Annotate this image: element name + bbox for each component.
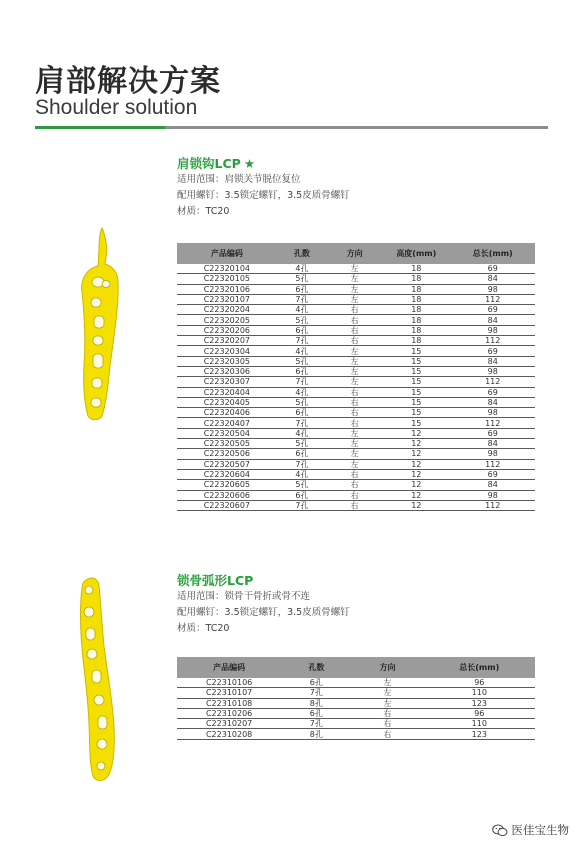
table-cell: C22320604 [177, 469, 277, 479]
table-row [177, 377, 535, 387]
table-cell: 123 [424, 729, 535, 739]
table-cell: C22310207 [177, 719, 281, 729]
table-cell: C22320105 [177, 274, 277, 284]
table-cell: 7孔 [277, 377, 327, 387]
table-cell: 110 [424, 719, 535, 729]
table-row [177, 336, 535, 346]
table-cell: 110 [424, 688, 535, 698]
table-cell: 8孔 [281, 698, 351, 708]
table-cell: 4孔 [277, 469, 327, 479]
table-cell: C22320206 [177, 325, 277, 335]
table-cell: 69 [450, 346, 535, 356]
table-cell: 左 [351, 698, 423, 708]
footer-brand [492, 822, 570, 838]
table-row [177, 698, 535, 708]
table-cell: 12 [382, 500, 450, 510]
table-cell: 左 [327, 439, 382, 449]
table-cell: 15 [382, 346, 450, 356]
table-cell: 69 [450, 469, 535, 479]
col-header: 方向 [327, 243, 382, 264]
table-cell: C22320606 [177, 490, 277, 500]
table-cell: 5孔 [277, 397, 327, 407]
table-cell: C22320207 [177, 336, 277, 346]
table-cell: C22310107 [177, 688, 281, 698]
table-cell: 右 [351, 729, 423, 739]
table-cell: 69 [450, 428, 535, 438]
table-cell: 右 [351, 719, 423, 729]
table-cell: 左 [327, 449, 382, 459]
table-cell: 6孔 [277, 449, 327, 459]
table-cell: C22320305 [177, 356, 277, 366]
table-cell: 123 [424, 698, 535, 708]
spec-table-hook-lcp [177, 243, 535, 511]
table-cell: 5孔 [277, 356, 327, 366]
product-screws: 配用螺钉：3.5锁定螺钉，3.5皮质骨螺钉 [177, 607, 350, 618]
table-row [177, 274, 535, 284]
table-row [177, 397, 535, 407]
table-cell: 右 [327, 315, 382, 325]
table-cell: C22320407 [177, 418, 277, 428]
table-cell: 右 [327, 387, 382, 397]
table-cell: 18 [382, 325, 450, 335]
table-cell: 6孔 [277, 284, 327, 294]
table-cell: 18 [382, 305, 450, 315]
table-cell: 8孔 [281, 729, 351, 739]
table-row [177, 719, 535, 729]
table-cell: 18 [382, 284, 450, 294]
table-row [177, 480, 535, 490]
table-cell: 12 [382, 490, 450, 500]
table-body [177, 678, 535, 739]
table-row [177, 500, 535, 510]
table-cell: 12 [382, 459, 450, 469]
table-cell: 左 [327, 284, 382, 294]
page-subtitle: Shoulder solution [35, 96, 198, 119]
table-cell: 98 [450, 366, 535, 376]
table-row [177, 346, 535, 356]
table-row [177, 490, 535, 500]
table-cell: 左 [351, 678, 423, 688]
table-cell: 84 [450, 274, 535, 284]
table-cell: 5孔 [277, 315, 327, 325]
table-cell: 18 [382, 274, 450, 284]
table-cell: 12 [382, 480, 450, 490]
footer-label: 医佳宝生物 [511, 823, 569, 837]
table-row [177, 439, 535, 449]
table-cell: 右 [327, 480, 382, 490]
table-cell: 15 [382, 356, 450, 366]
table-row [177, 418, 535, 428]
clavicle-plate-image [74, 576, 128, 784]
table-cell: C22320304 [177, 346, 277, 356]
table-cell: 5孔 [277, 480, 327, 490]
table-cell: 69 [450, 387, 535, 397]
product-hook-lcp [177, 154, 350, 220]
table-cell: 15 [382, 418, 450, 428]
table-cell: 84 [450, 439, 535, 449]
table-cell: 12 [382, 469, 450, 479]
table-cell: 左 [327, 428, 382, 438]
col-header: 高度(mm) [382, 243, 450, 264]
table-cell: 15 [382, 397, 450, 407]
table-cell: 98 [450, 284, 535, 294]
table-cell: 112 [450, 418, 535, 428]
col-header: 总长(mm) [450, 243, 535, 264]
product-name: 肩锁钩LCP ★ [177, 156, 256, 171]
table-cell: 12 [382, 439, 450, 449]
table-cell: 右 [327, 397, 382, 407]
table-cell: 4孔 [277, 305, 327, 315]
col-header: 孔数 [277, 243, 327, 264]
table-cell: 7孔 [277, 418, 327, 428]
table-cell: 6孔 [277, 366, 327, 376]
page-title: 肩部解决方案 [35, 64, 221, 99]
table-cell: 右 [327, 469, 382, 479]
product-scope: 适用范围：锁骨干骨折或骨不连 [177, 591, 311, 602]
table-cell: 左 [327, 264, 382, 274]
table-cell: C22320506 [177, 449, 277, 459]
table-cell: 96 [424, 708, 535, 718]
table-cell: C22310208 [177, 729, 281, 739]
table-cell: C22320504 [177, 428, 277, 438]
table-row [177, 356, 535, 366]
table-header-row [177, 657, 535, 678]
table-cell: 4孔 [277, 428, 327, 438]
table-cell: 112 [450, 294, 535, 304]
table-cell: C22320404 [177, 387, 277, 397]
table-cell: 84 [450, 480, 535, 490]
table-cell: C22320204 [177, 305, 277, 315]
col-header: 孔数 [281, 657, 351, 678]
wechat-icon [492, 824, 508, 837]
table-cell: 左 [327, 356, 382, 366]
table-cell: 18 [382, 294, 450, 304]
table-cell: 18 [382, 315, 450, 325]
table-cell: C22320107 [177, 294, 277, 304]
table-cell: 98 [450, 449, 535, 459]
table-row [177, 729, 535, 739]
table-cell: 6孔 [277, 490, 327, 500]
table-row [177, 325, 535, 335]
table-row [177, 366, 535, 376]
table-cell: 98 [450, 325, 535, 335]
table-cell: 98 [450, 490, 535, 500]
table-cell: 4孔 [277, 264, 327, 274]
table-row [177, 449, 535, 459]
table-row [177, 469, 535, 479]
hook-plate-image [74, 226, 136, 422]
table-cell: 6孔 [277, 408, 327, 418]
table-cell: 左 [327, 459, 382, 469]
table-cell: 6孔 [277, 325, 327, 335]
table-cell: 4孔 [277, 387, 327, 397]
spec-table-clavicle-lcp [177, 657, 535, 740]
table-cell: C22310206 [177, 708, 281, 718]
product-material: 材质：TC20 [177, 206, 230, 217]
table-cell: 左 [327, 366, 382, 376]
table-cell: 7孔 [277, 500, 327, 510]
table-row [177, 678, 535, 688]
table-body [177, 264, 535, 511]
table-row [177, 387, 535, 397]
table-cell: 69 [450, 264, 535, 274]
table-row [177, 294, 535, 304]
table-cell: C22320405 [177, 397, 277, 407]
table-cell: 右 [327, 325, 382, 335]
table-cell: C22320406 [177, 408, 277, 418]
table-row [177, 284, 535, 294]
table-row [177, 428, 535, 438]
table-cell: 右 [327, 500, 382, 510]
col-header: 方向 [351, 657, 423, 678]
table-cell: 左 [327, 377, 382, 387]
table-cell: C22320205 [177, 315, 277, 325]
col-header: 产品编码 [177, 243, 277, 264]
table-cell: 98 [450, 408, 535, 418]
table-cell: C22320507 [177, 459, 277, 469]
table-cell: 112 [450, 459, 535, 469]
table-cell: C22310106 [177, 678, 281, 688]
col-header: 总长(mm) [424, 657, 535, 678]
table-cell: C22320306 [177, 366, 277, 376]
table-cell: C22320505 [177, 439, 277, 449]
product-scope: 适用范围：肩锁关节脱位复位 [177, 174, 301, 185]
table-cell: C22320605 [177, 480, 277, 490]
table-row [177, 264, 535, 274]
table-cell: C22320607 [177, 500, 277, 510]
table-cell: 右 [327, 418, 382, 428]
table-cell: 15 [382, 366, 450, 376]
table-cell: 96 [424, 678, 535, 688]
table-cell: C22310108 [177, 698, 281, 708]
table-cell: 112 [450, 377, 535, 387]
table-cell: 左 [327, 274, 382, 284]
table-cell: 5孔 [277, 274, 327, 284]
table-cell: 7孔 [281, 719, 351, 729]
table-cell: 84 [450, 315, 535, 325]
table-row [177, 459, 535, 469]
table-cell: 7孔 [277, 336, 327, 346]
table-cell: 右 [351, 708, 423, 718]
table-cell: C22320106 [177, 284, 277, 294]
table-cell: 6孔 [281, 678, 351, 688]
table-cell: 84 [450, 397, 535, 407]
table-cell: 84 [450, 356, 535, 366]
table-cell: 右 [327, 490, 382, 500]
table-row [177, 708, 535, 718]
table-cell: 7孔 [277, 294, 327, 304]
product-screws: 配用螺钉：3.5锁定螺钉，3.5皮质骨螺钉 [177, 190, 350, 201]
table-cell: 左 [351, 688, 423, 698]
table-cell: C22320307 [177, 377, 277, 387]
product-name: 锁骨弧形LCP [177, 573, 254, 588]
table-cell: 18 [382, 336, 450, 346]
table-row [177, 688, 535, 698]
table-header-row [177, 243, 535, 264]
title-divider-accent [35, 126, 165, 129]
table-cell: 112 [450, 500, 535, 510]
table-cell: 4孔 [277, 346, 327, 356]
col-header: 产品编码 [177, 657, 281, 678]
table-cell: 12 [382, 449, 450, 459]
table-row [177, 315, 535, 325]
table-cell: 左 [327, 346, 382, 356]
star-icon: ★ [243, 156, 256, 171]
table-row [177, 408, 535, 418]
table-cell: 69 [450, 305, 535, 315]
table-cell: 15 [382, 377, 450, 387]
table-cell: 7孔 [277, 459, 327, 469]
table-cell: 112 [450, 336, 535, 346]
table-cell: 右 [327, 408, 382, 418]
product-material: 材质：TC20 [177, 623, 230, 634]
product-clavicle-lcp [177, 571, 350, 637]
table-cell: 左 [327, 294, 382, 304]
table-cell: 5孔 [277, 439, 327, 449]
table-cell: 6孔 [281, 708, 351, 718]
table-cell: 12 [382, 428, 450, 438]
table-cell: 右 [327, 305, 382, 315]
table-cell: C22320104 [177, 264, 277, 274]
table-row [177, 305, 535, 315]
table-cell: 15 [382, 408, 450, 418]
table-cell: 15 [382, 387, 450, 397]
table-cell: 右 [327, 336, 382, 346]
table-cell: 18 [382, 264, 450, 274]
table-cell: 7孔 [281, 688, 351, 698]
